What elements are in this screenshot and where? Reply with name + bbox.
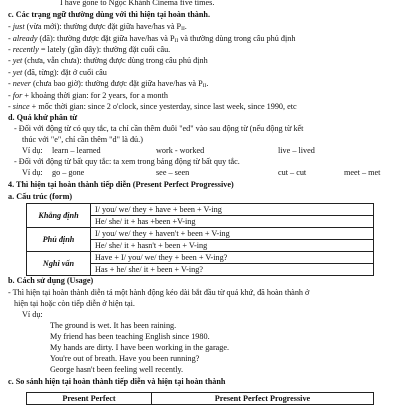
example-pair: meet – met xyxy=(344,168,381,177)
usage-text-cont: hiện tại hoặc còn tiếp diễn ở hiện tại. xyxy=(14,299,135,308)
column-header: Present Perfect xyxy=(27,393,152,405)
regular-verb-rule-cont: thúc với "e", chỉ cần thêm "d" là đủ.) xyxy=(22,135,143,144)
row-label: Phủ định xyxy=(27,228,91,252)
example-sentence: George hasn't been feeling well recently. xyxy=(50,365,184,374)
example-label: Ví dụ: xyxy=(22,310,43,319)
table-row xyxy=(27,228,374,240)
row-label: Nghi vấn xyxy=(27,252,91,276)
example-label: Ví dụ: xyxy=(22,146,43,155)
regular-verb-rule: - Đối với động từ có quy tắc, ta chỉ cần thêm đuôi "ed" vào sau động từ (nếu động từ kết xyxy=(14,124,304,133)
example-sentence: My hands are dirty. I have been working in the garage. xyxy=(50,343,230,352)
adverb-item: - since + mốc thời gian: since 2 o'clock, since yesterday, since last week, since 1990, etc xyxy=(8,102,297,111)
irregular-verb-rule: - Đối với động từ bất quy tắc: ta xem trong bảng động từ bất quy tắc. xyxy=(14,157,240,166)
usage-text: - Thì hiện tại hoàn thành diễn tả một hành động kéo dài bắt đầu từ quá khứ, đã hoàn thành ở xyxy=(8,288,310,297)
row-label: Khẳng định xyxy=(27,204,91,228)
usage-heading: b. Cách sử dụng (Usage) xyxy=(8,276,94,285)
adverb-item: - yet (chưa, vẫn chưa): thường được dùng trong câu phủ định xyxy=(8,56,208,65)
example-pair: see – seen xyxy=(156,168,190,177)
compare-table xyxy=(26,392,374,405)
compare-heading: c. So sánh hiện tại hoàn thành tiếp diễn và hiện tại hoàn thành xyxy=(8,377,226,386)
adverb-item: - recently = lately (gần đây): thường đặt cuối câu. xyxy=(8,45,171,54)
structure-table xyxy=(26,203,374,276)
table-row xyxy=(27,252,374,264)
section-c-heading: c. Các trạng ngữ thường dùng với thì hiện tại hoàn thành. xyxy=(8,10,211,19)
example-sentence: You're out of breath. Have you been running? xyxy=(50,354,200,363)
table-cell: Has + he/ she/ it + been + V-ing? xyxy=(91,264,374,276)
adverb-item: - already (đã): thường được đặt giữa have/has và $P_{II}$ và thường dùng trong câu phủ định xyxy=(8,34,296,44)
top-example-line: I have gone to Ngọc Khánh Cinema five times. xyxy=(60,0,215,7)
example-pair: live – lived xyxy=(278,146,315,155)
table-cell: I/ you/ we/ they + haven't + been + V-ing xyxy=(91,228,374,240)
section-d-heading: d. Quá khứ phân từ xyxy=(8,113,78,122)
example-pair: go – gone xyxy=(52,168,85,177)
section-4-heading: 4. Thì hiện tại hoàn thành tiếp diễn (Present Perfect Progressive) xyxy=(8,180,234,189)
example-pair: cut – cut xyxy=(278,168,307,177)
example-sentence: The ground is wet. It has been raining. xyxy=(50,321,177,330)
adverb-item: - yet (đã, từng): đặt ở cuối câu xyxy=(8,68,107,77)
table-cell: He/ she/ it + has +been +V-ing xyxy=(91,216,374,228)
adverb-item: - just (vừa mới): thường được đặt giữa have/has và $P_{II}$. xyxy=(8,22,187,32)
example-pair: work - worked xyxy=(156,146,205,155)
table-cell: Have + I/ you/ we/ they + been + V-ing? xyxy=(91,252,374,264)
adverb-item: - never (chưa bao giờ): thường được đặt giữa have/has và $P_{II}$. xyxy=(8,79,209,89)
column-header: Present Perfect Progressive xyxy=(151,393,373,405)
example-pair: learn – learned xyxy=(52,146,101,155)
table-cell: I/ you/ we/ they + have + been + V-ing xyxy=(91,204,374,216)
example-label: Ví dụ: xyxy=(22,168,43,177)
example-sentence: My friend has been teaching English since 1980. xyxy=(50,332,210,341)
table-row xyxy=(27,204,374,216)
table-cell: He/ she/ it + hasn't + been + V-ing xyxy=(91,240,374,252)
structure-heading: a. Cấu trúc (form) xyxy=(8,192,73,201)
adverb-item: - for + khoảng thời gian: for 2 years, for a month xyxy=(8,91,168,100)
table-header-row xyxy=(27,393,374,405)
